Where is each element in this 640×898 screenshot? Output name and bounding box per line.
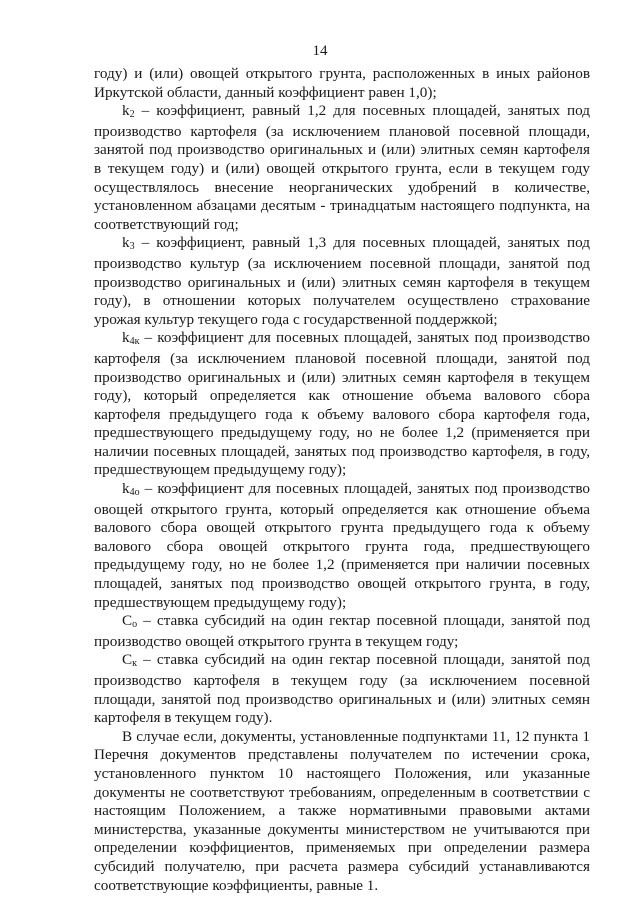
coefficient-subscript: 4к — [129, 336, 140, 348]
paragraph-text: В случае если, документы, установленные подпунктами 11, 12 пункта 1 Перечня документов представлены получателем по истечении срока, установленного пунктом 10 настоящего Положения, или указанные документы не соответствуют требованиям, определенным в соответствии с настоящим Положением, а также нормативными правовыми актами министерства, указанные документы министерством не учитываются при определении коэффициентов, применяемых при определении размера субсидий получателю, при расчета размера субсидий устанавливаются соответствующие коэффициенты, равные 1. — [94, 727, 590, 894]
rate-subscript: к — [132, 658, 137, 670]
paragraph-text: – коэффициент для посевных площадей, занятых под производство картофеля (за исключением плановой посевной площади, занятой под производство оригинальных и (или) элитных семян картофеля в текущем году), который определяется как отношение объема валового сбора картофеля предыдущего года к объему валового сбора картофеля года, предшествующего предыдущему году, но не более 1,2 (применяется при наличии посевных площадей, занятых под производство картофеля, в году, предшествующем предыдущему году); — [94, 329, 590, 479]
document-body — [94, 65, 590, 895]
paragraph-k4k-definition — [94, 329, 590, 480]
paragraph-text: – ставка субсидий на один гектар посевной площади, занятой под производство овощей открытого грунта в текущем году; — [94, 612, 590, 650]
coefficient-symbol: k — [122, 329, 130, 347]
paragraph-ck-definition — [94, 651, 590, 727]
paragraph-continuation — [94, 65, 590, 102]
coefficient-subscript: 2 — [129, 109, 135, 121]
paragraph-text: – ставка субсидий на один гектар посевной площади, занятой под производство картофеля в текущем году (за исключением посевной площади, занятой под производство оригинальных и (или) элитных семян картофеля в текущем году). — [94, 651, 590, 727]
page-number: 14 — [312, 43, 328, 59]
paragraph-k2-definition — [94, 102, 590, 234]
coefficient-symbol: k — [122, 234, 130, 252]
rate-symbol: С — [122, 651, 133, 669]
paragraph-k3-definition — [94, 234, 590, 329]
paragraph-text: – коэффициент, равный 1,2 для посевных площадей, занятых под производство картофеля (за исключением плановой посевной площади, занятой под производство оригинальных и (или) элитных семян картофеля в текущем году) и (или) овощей открытого грунта, если в текущем году осуществлялось внесение неорганических удобрений в количестве, установленном абзацами десятым - тринадцатым настоящего подпункта, на соответствующий год; — [94, 102, 590, 233]
coefficient-symbol: k — [122, 480, 130, 498]
coefficient-subscript: 4о — [129, 487, 140, 499]
paragraph-text: – коэффициент для посевных площадей, занятых под производство овощей открытого грунта, который определяется как отношение объема валового сбора овощей открытого грунта предыдущего года к объему валового сбора овощей открытого грунта года, предшествующего предыдущему году, но не более 1,2 (применяется при наличии посевных площадей, занятых под производство овощей открытого грунта, в году, предшествующем предыдущему году); — [94, 480, 590, 611]
paragraph-text: году) и (или) овощей открытого грунта, расположенных в иных районов Иркутской области, данный коэффициент равен 1,0); — [94, 65, 590, 101]
rate-symbol: С — [122, 612, 133, 630]
paragraph-late-documents — [94, 728, 590, 895]
paragraph-k4o-definition — [94, 480, 590, 612]
rate-subscript: о — [132, 619, 138, 631]
coefficient-symbol: k — [122, 102, 130, 120]
paragraph-co-definition — [94, 612, 590, 651]
coefficient-subscript: 3 — [129, 241, 135, 253]
paragraph-text: – коэффициент, равный 1,3 для посевных площадей, занятых под производство культур (за исключением посевной площади, занятой под производство оригинальных и (или) элитных семян картофеля в текущем году), в отношении которых получателем осуществлено страхование урожая культур текущего года с государственной поддержкой; — [94, 234, 590, 328]
